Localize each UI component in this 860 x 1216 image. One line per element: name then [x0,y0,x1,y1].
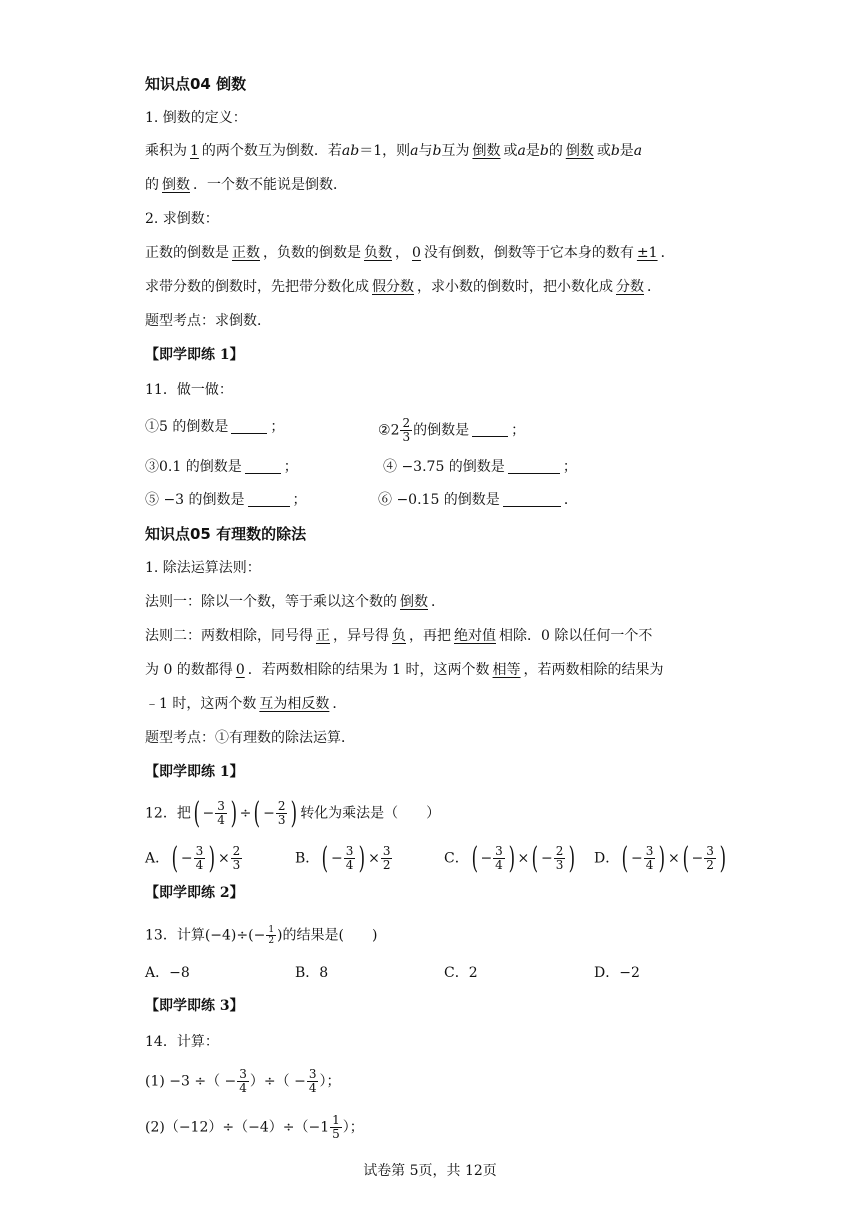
question-13-stem: 13．计算(−4)÷(− $\frac{1}{2}$ )的结果是( ) [145,925,378,946]
definition-line-1: 乘积为 1 的两个数互为倒数．若ab＝1，则a与b互为 倒数 或a是b的 倒数 或b是a [145,143,643,159]
q12-option-a: A．( − $\frac{3}{4}$ ) × $\frac{2}{3}$ [145,840,241,876]
question-14-title: 14．计算： [145,1034,219,1050]
q12-option-d: D．( − $\frac{3}{4}$ ) ×( − $\frac{3}{2}$ ) [594,840,726,876]
rule-1: 法则一：除以一个数，等于乘以这个数的 倒数 ． [145,594,445,610]
section-title-05: 知识点05 有理数的除法 [145,525,307,543]
q14-part-1: (1) −3 ÷（ − $\frac{3}{4}$ ）÷（ − $\frac{3}{4}$ ）； [145,1067,341,1095]
drill-label-2: 【即学即练 2】 [145,885,244,901]
drill-label-1: 【即学即练 1】 [145,764,244,780]
q11-item-2: ②2 $\frac{2}{3}$ 的倒数是 ； [378,416,526,444]
q13-option-c: C．2 [444,965,478,981]
subheading-definition: 1. 倒数的定义： [145,110,247,126]
q11-item-6: ⑥ −0.15 的倒数是 ． [378,492,578,508]
q13-option-d: D．−2 [594,965,640,981]
reciprocal-rule-line-2: 求带分数的倒数时，先把带分数化成 假分数 ，求小数的倒数时，把小数化成 分数 ． [145,279,661,295]
topic-note-05: 题型考点：①有理数的除法运算． [145,730,355,746]
q14-part-2: (2)（−12）÷（−4）÷（−1 $\frac{1}{5}$ ）； [145,1113,364,1141]
q11-item-3: ③0.1 的倒数是 ； [145,459,298,475]
page-footer: 试卷第 5页，共 12页 [363,1163,497,1179]
question-12-stem: 12．把( − $\frac{3}{4}$ ) ÷( − $\frac{2}{3}$ ) 转化为乘法是（ ） [145,795,441,831]
q11-item-5: ⑤ −3 的倒数是 ； [145,492,307,508]
topic-note-04: 题型考点：求倒数． [145,313,271,329]
rule-2-line-2: 为 0 的数都得 0 ．若两数相除的结果为 1 时，这两个数 相等 ，若两数相除的结果为 [145,662,664,678]
definition-line-2: 的 倒数 ．一个数不能说是倒数． [145,177,347,193]
q12-option-b: B．( − $\frac{3}{4}$ ) × $\frac{3}{2}$ [295,840,391,876]
subheading-find-reciprocal: 2. 求倒数： [145,211,219,227]
q13-option-b: B．8 [295,965,329,981]
question-11-title: 11．做一做： [145,382,233,398]
section-title-04: 知识点04 倒数 [145,75,247,93]
rule-2-line-1: 法则二：两数相除，同号得 正 ，异号得 负 ，再把 绝对值 相除．0 除以任何一个不 [145,628,653,644]
drill-label-3: 【即学即练 3】 [145,998,244,1014]
drill-label-04: 【即学即练 1】 [145,347,244,363]
reciprocal-rule-line-1: 正数的倒数是 正数 ，负数的倒数是 负数 ， 0 没有倒数，倒数等于它本身的数有 ±1 ． [145,245,675,261]
q12-option-c: C．( − $\frac{3}{4}$ ) ×( − $\frac{2}{3}$ ) [444,840,576,876]
subheading-division-rules: 1. 除法运算法则： [145,560,261,576]
rule-2-line-3: ﹣1 时，这两个数 互为相反数 ． [145,696,347,712]
q13-option-a: A．−8 [145,965,190,981]
q11-item-1: ①5 的倒数是 ； [145,419,285,435]
q11-item-4: ④ −3.75 的倒数是 ； [383,459,577,475]
